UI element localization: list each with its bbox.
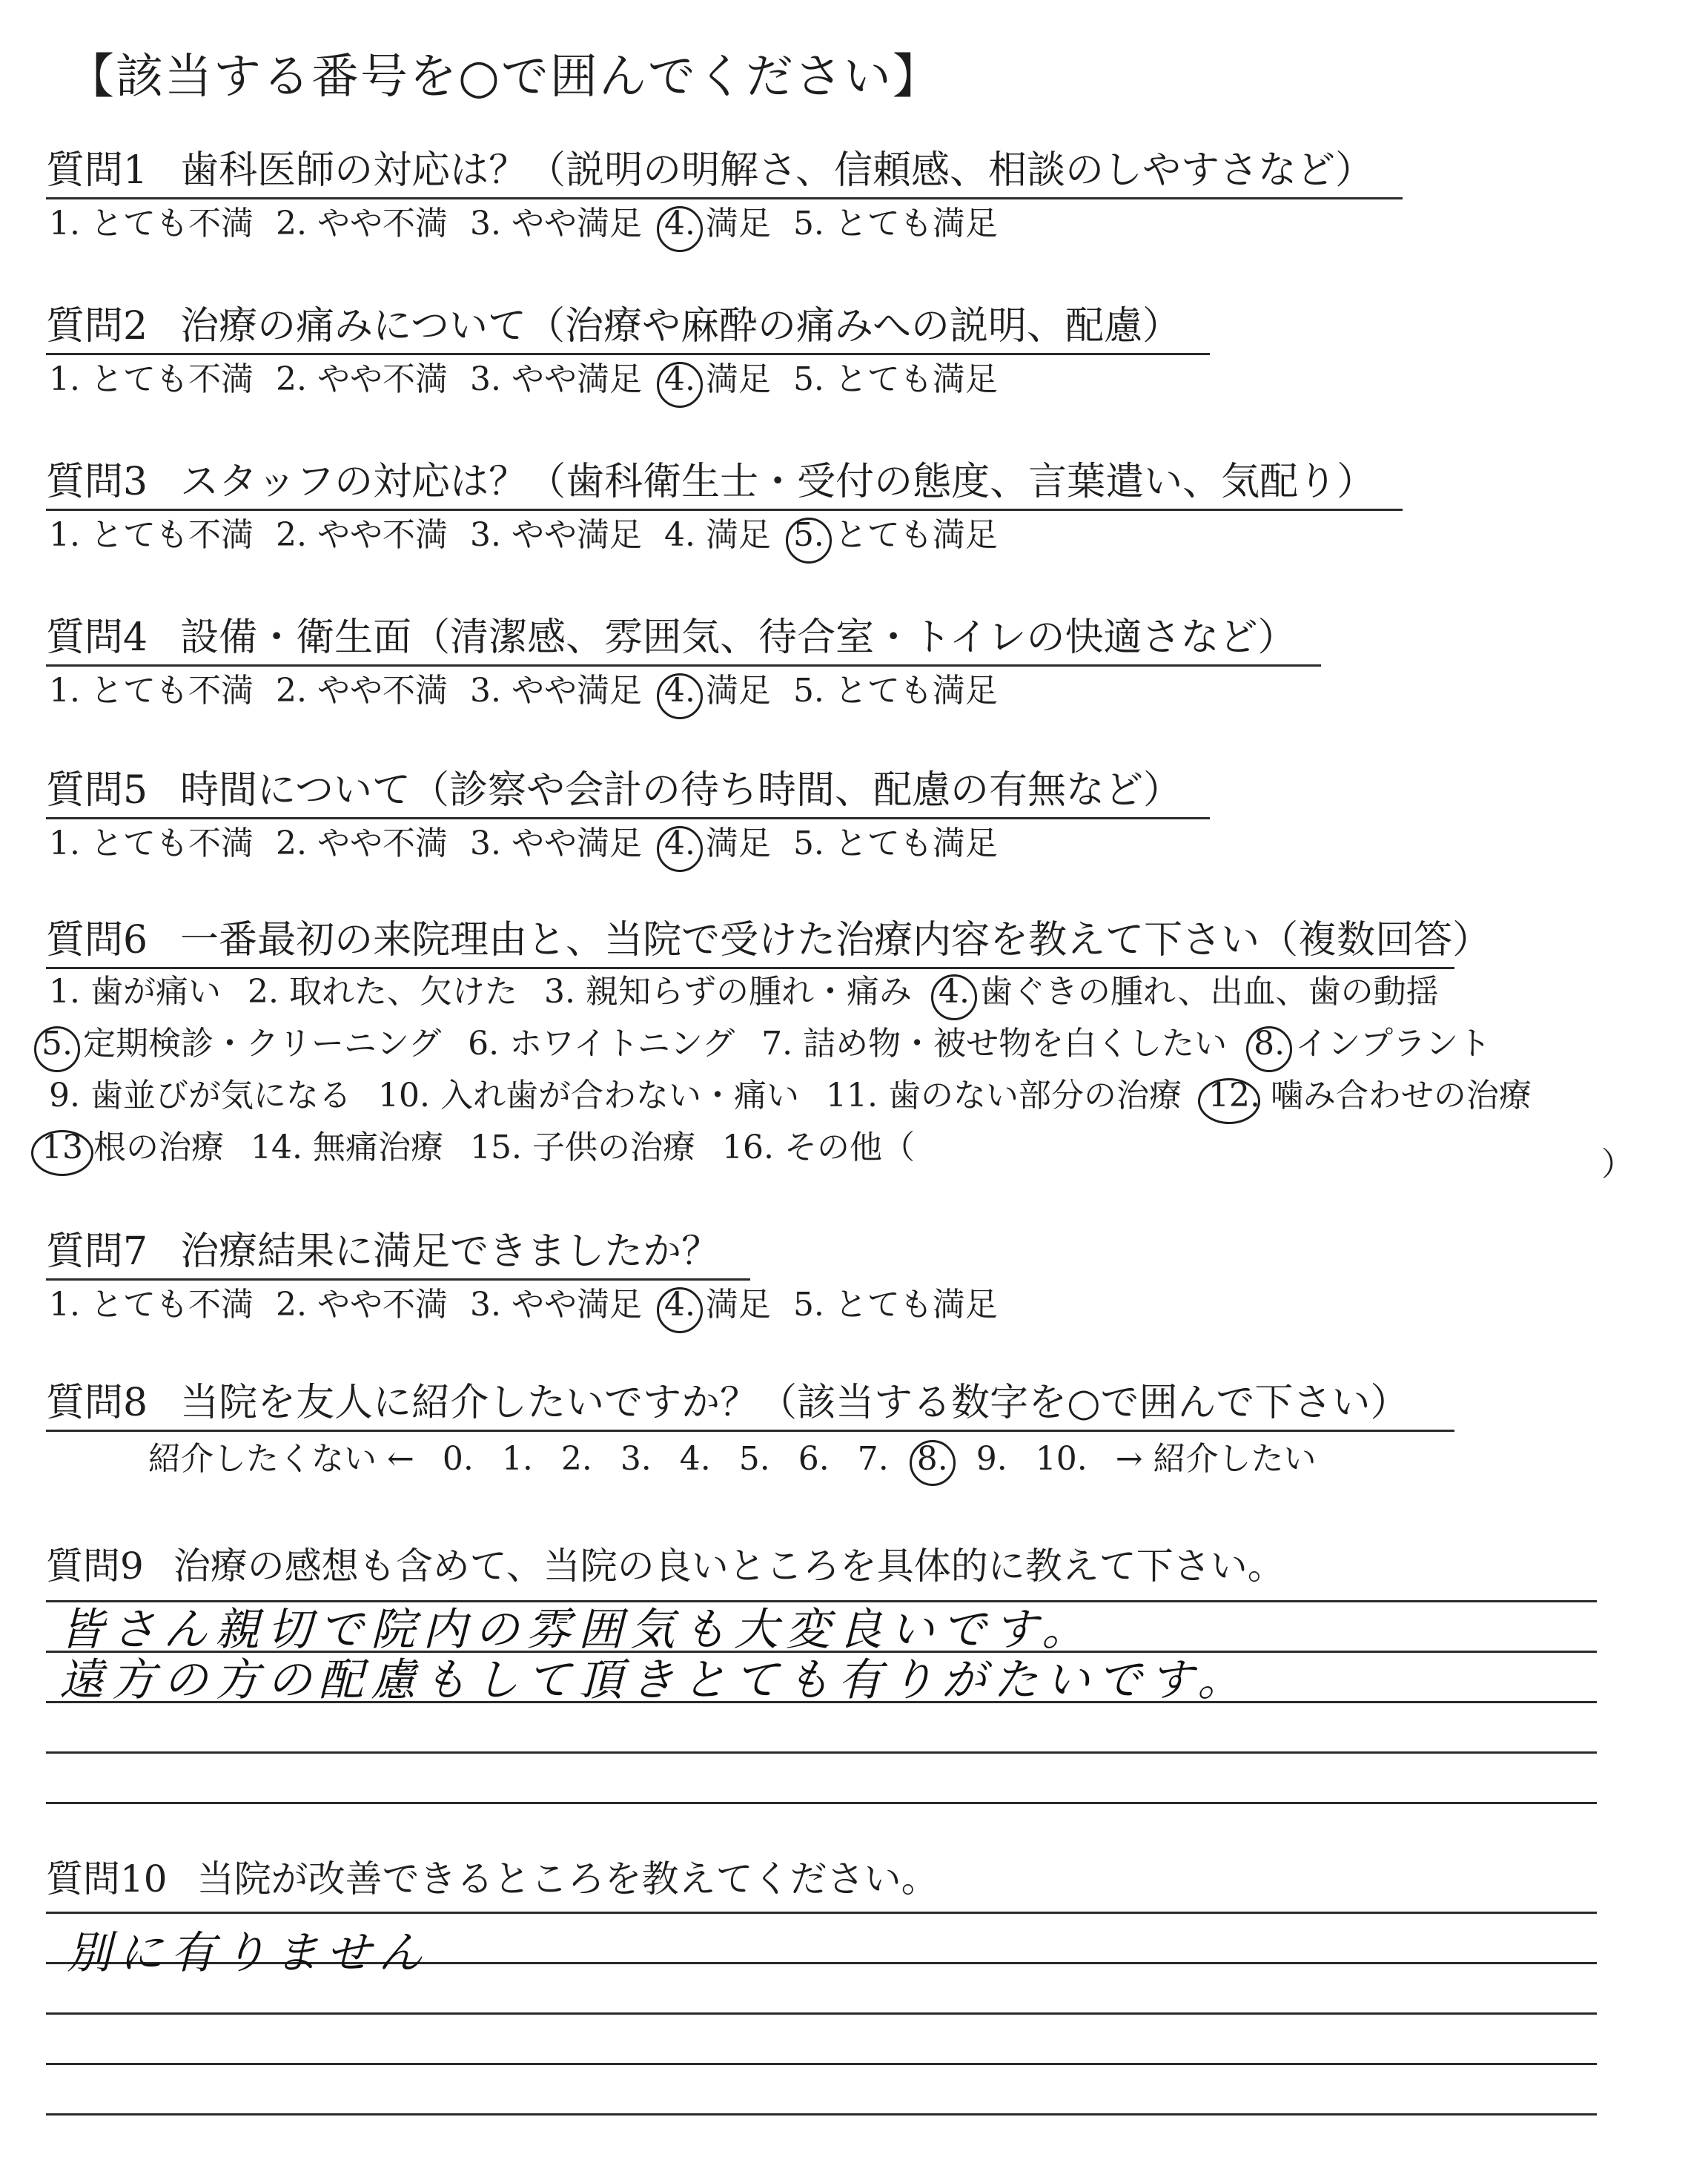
option-number: 2. [275,825,307,862]
option-label: やや満足 [511,672,642,710]
option-label: 歯ぐきの腫れ、出血、歯の動揺 [979,973,1439,1011]
question-title-line [46,460,1403,511]
scale-right-label: → 紹介したい [1115,1440,1317,1478]
rating-options [49,823,1020,865]
question-label: 質問1 [46,148,148,193]
option-number: 16. [721,1129,774,1166]
scale-value[interactable]: 4. [679,1440,711,1478]
rating-option[interactable] [470,359,642,400]
option-number: 5. [792,672,824,710]
rating-option[interactable] [470,515,642,556]
option-number: 7. [761,1025,793,1063]
q6-option[interactable] [468,1023,735,1065]
q10-answer-line [46,2063,1597,2065]
q6-option[interactable] [939,971,1439,1013]
q7-title-line [46,1229,750,1281]
option-label: 子供の治療 [532,1129,695,1166]
rating-option[interactable] [470,823,642,865]
q8-title: 当院を友人に紹介したいですか？（該当する数字を○で囲んで下さい） [180,1381,1409,1425]
rating-option[interactable] [49,670,254,712]
option-number: 2. [275,672,307,710]
scale-value[interactable]: 10. [1035,1440,1088,1478]
option-label: やや不満 [317,1286,448,1324]
q9-label: 質問9 [46,1545,144,1588]
option-number: 1. [49,672,80,710]
option-number: 3. [469,516,501,554]
option-label: 満足 [705,672,771,710]
rating-option[interactable] [793,670,998,712]
option-label: インプラント [1295,1025,1492,1063]
q10-title-line [46,1849,939,1903]
option-number: 3. [543,973,575,1011]
option-label: とても不満 [90,205,254,242]
option-number: 3. [469,205,501,242]
rating-option[interactable] [49,359,254,400]
option-number: 4. [663,516,695,554]
option-label: 満足 [705,825,771,862]
q7-label: 質問7 [46,1229,148,1274]
rating-option[interactable] [793,1284,998,1326]
option-label: やや満足 [511,1286,642,1324]
q6-option[interactable] [470,1127,695,1169]
option-label: やや不満 [317,360,448,398]
selected-option-number: 4. [663,1286,695,1324]
selected-option-number: 4. [663,205,695,242]
rating-options [49,670,1020,712]
selected-option-number: 4. [663,672,695,710]
question-title-line [46,768,1210,819]
question-label: 質問4 [46,615,148,660]
selected-option-number: 4. [663,825,695,862]
option-number: 2. [275,516,307,554]
scale-value[interactable]: 7. [857,1440,889,1478]
rating-option[interactable] [49,1284,254,1326]
rating-option[interactable] [470,670,642,712]
scale-left-label: 紹介したくない ← [148,1440,414,1478]
q6-close-paren: ） [1601,1146,1634,1183]
form-header: 【該当する番号を○で囲んでください】 [67,50,941,105]
option-number: 1. [49,1286,80,1324]
q7-title: 治療結果に満足できましたか？ [180,1229,721,1274]
option-label: とても満足 [834,205,998,242]
rating-option[interactable] [664,203,771,245]
option-label: とても不満 [90,825,254,862]
question-title: スタッフの対応は？（歯科衛生士・受付の態度、言葉遣い、気配り） [180,460,1376,504]
rating-option[interactable] [276,1284,448,1326]
rating-option[interactable] [793,823,998,865]
q9-title: 治療の感想も含めて、当院の良いところを具体的に教えて下さい。 [173,1545,1285,1588]
option-number: 1. [49,825,80,862]
selected-option-number: 4. [663,360,695,398]
question-title: 歯科医師の対応は？（説明の明解さ、信頼感、相談のしやすさなど） [180,148,1374,193]
option-label: とても満足 [834,516,998,554]
q9-title-line [46,1536,1285,1590]
q6-option[interactable] [49,1075,351,1117]
option-label: 詰め物・被せ物を白くしたい [803,1025,1228,1063]
rating-option[interactable] [49,203,254,245]
option-label: やや満足 [511,205,642,242]
rating-option[interactable] [664,823,771,865]
option-label: 歯のない部分の治療 [887,1077,1182,1114]
option-label: 歯並びが気になる [90,1077,351,1114]
q6-option[interactable] [378,1075,799,1117]
selected-option-number: 8. [1254,1025,1285,1063]
option-label: その他（ [784,1129,915,1166]
rating-options [49,203,1020,245]
rating-option[interactable] [664,670,771,712]
option-label: やや満足 [511,516,642,554]
q6-option[interactable] [722,1127,915,1169]
q9-answer-text: 皆さん親切で院内の雰囲気も大変良いです。 [59,1604,1094,1656]
q6-option[interactable] [761,1023,1227,1065]
option-label: 根の治療 [93,1129,224,1166]
rating-option[interactable] [276,203,448,245]
q10-title: 当院が改善できるところを教えてください。 [196,1857,939,1900]
option-label: とても満足 [834,825,998,862]
question-title-line [46,304,1210,355]
option-label: とても満足 [834,672,998,710]
option-label: とても不満 [90,1286,254,1324]
option-label: ホワイトニング [509,1025,735,1063]
option-number: 3. [469,672,501,710]
q9-answer-line [46,1751,1597,1754]
q6-option[interactable] [42,1127,224,1169]
scale-value[interactable]: 1. [501,1440,533,1478]
option-number: 6. [468,1025,500,1063]
option-label: とても満足 [834,1286,998,1324]
option-label: とても不満 [90,360,254,398]
selected-option-number: 4. [938,973,970,1011]
selected-option-number: 5. [792,516,824,554]
option-label: やや不満 [317,205,448,242]
option-number: 5. [792,205,824,242]
q7-options [49,1284,1020,1326]
rating-option[interactable] [276,823,448,865]
scale-value[interactable]: 2. [560,1440,592,1478]
option-label: 満足 [705,1286,771,1324]
option-number: 15. [469,1129,522,1166]
question-title-line [46,148,1403,199]
rating-option[interactable] [664,1284,771,1326]
selected-option-number: 5. [42,1025,73,1063]
rating-options [49,515,1020,556]
option-number: 1. [49,516,80,554]
option-label: とても満足 [834,360,998,398]
option-label: 入れ歯が合わない・痛い [440,1077,799,1114]
rating-option[interactable] [276,670,448,712]
q6-title-line [46,918,1492,969]
rating-option[interactable] [470,203,642,245]
scale-value[interactable]: 6. [798,1440,830,1478]
rating-option[interactable] [664,515,771,556]
question-label: 質問5 [46,768,148,813]
option-number: 5. [792,1286,824,1324]
option-label: やや不満 [317,672,448,710]
q6-option[interactable] [42,1023,441,1065]
rating-option[interactable] [276,359,448,400]
q6-label: 質問6 [46,918,148,962]
question-title-line [46,615,1321,667]
scale-value[interactable]: 9. [976,1440,1007,1478]
q6-option-row [42,1127,941,1169]
question-title: 時間について（診察や会計の待ち時間、配慮の有無など） [180,768,1182,813]
q6-option[interactable] [251,1127,443,1169]
option-label: とても不満 [90,516,254,554]
option-label: 定期検診・クリーニング [82,1025,442,1063]
option-label: 満足 [705,516,771,554]
question-label: 質問3 [46,460,148,504]
q6-option-row [49,971,1466,1013]
option-label: 満足 [705,205,771,242]
q6-option[interactable] [544,971,912,1013]
q6-option[interactable] [248,971,517,1013]
q6-option-row [42,1023,1517,1065]
option-label: 親知らずの腫れ・痛み [585,973,912,1011]
rating-options [49,359,1020,400]
q9-answer-text: 遠方の方の配慮もして頂きとても有りがたいです。 [59,1654,1250,1706]
option-number: 3. [469,360,501,398]
scale-value[interactable]: 5. [738,1440,770,1478]
q6-option[interactable] [49,971,221,1013]
rating-option[interactable] [793,203,998,245]
q6-option[interactable] [1254,1023,1491,1065]
rating-option[interactable] [49,823,254,865]
option-number: 5. [792,825,824,862]
q10-answer-line [46,2012,1597,2015]
question-title: 治療の痛みについて（治療や麻酔の痛みへの説明、配慮） [180,304,1182,349]
scale-value[interactable]: 0. [442,1440,474,1478]
option-label: とても不満 [90,672,254,710]
question-title: 設備・衛生面（清潔感、雰囲気、待合室・トイレの快適さなど） [180,615,1297,660]
q10-label: 質問10 [46,1857,168,1900]
option-label: 無痛治療 [312,1129,443,1166]
rating-option[interactable] [276,515,448,556]
rating-option[interactable] [664,359,771,400]
q10-answer-line [46,1912,1597,1914]
option-number: 1. [49,205,80,242]
q10-answer-text: 別に有りません [67,1927,430,1979]
option-number: 11. [825,1077,878,1114]
rating-option[interactable] [793,359,998,400]
option-number: 1. [49,360,80,398]
option-number: 5. [792,360,824,398]
option-number: 14. [251,1129,302,1166]
rating-option[interactable] [470,1284,642,1326]
option-number: 2. [275,360,307,398]
option-number: 2. [275,205,307,242]
option-number: 10. [377,1077,430,1114]
option-label: やや不満 [317,825,448,862]
option-label: 満足 [705,360,771,398]
option-number: 2. [275,1286,307,1324]
selected-option-number: 12. [1208,1077,1260,1114]
option-label: やや不満 [317,516,448,554]
question-label: 質問2 [46,304,148,349]
q6-title: 一番最初の来院理由と、当院で受けた治療内容を教えて下さい（複数回答） [180,918,1492,962]
option-number: 1. [49,973,80,1011]
q9-answer-line [46,1802,1597,1804]
option-number: 3. [469,1286,501,1324]
rating-option[interactable] [49,515,254,556]
rating-option[interactable] [793,515,998,556]
q6-option[interactable] [1208,1075,1532,1117]
option-label: 歯が痛い [90,973,221,1011]
q8-title-line [46,1381,1454,1432]
selected-scale-value[interactable]: 8. [917,1439,948,1480]
q10-answer-line [46,2113,1597,2116]
option-number: 9. [49,1077,80,1114]
q6-option[interactable] [826,1075,1182,1117]
option-number: 3. [469,825,501,862]
option-label: 噛み合わせの治療 [1270,1077,1532,1114]
option-label: やや満足 [511,360,642,398]
option-label: やや満足 [511,825,642,862]
scale-value[interactable]: 3. [620,1440,652,1478]
option-label: 取れた、欠けた [288,973,517,1011]
q8-label: 質問8 [46,1381,148,1425]
q6-option-row [49,1075,1558,1117]
option-number: 2. [247,973,279,1011]
selected-option-number: 13 [42,1129,83,1166]
q8-scale [148,1439,1345,1480]
